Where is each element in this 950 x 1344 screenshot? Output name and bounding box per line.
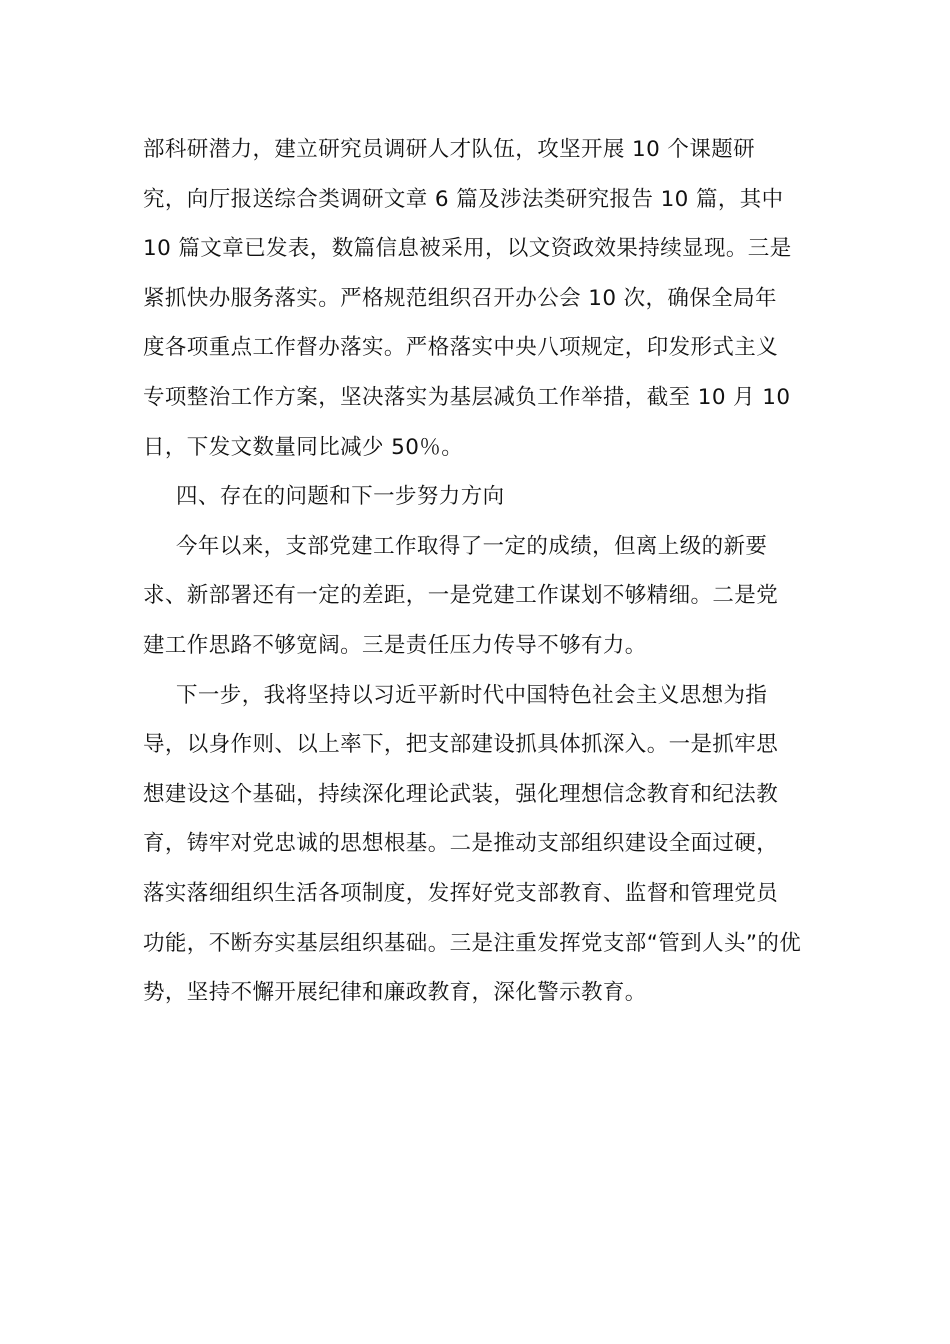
paragraph-line: 求、新部署还有一定的差距，一是党建工作谋划不够精细。二是党 bbox=[143, 583, 779, 609]
paragraph-line: 育，铸牢对党忠诚的思想根基。二是推动支部组织建设全面过硬， bbox=[143, 831, 779, 857]
paragraph-line: 今年以来，支部党建工作取得了一定的成绩，但离上级的新要 bbox=[176, 533, 768, 559]
paragraph-line: 部科研潜力，建立研究员调研人才队伍，攻坚开展 10 个课题研 bbox=[143, 137, 756, 162]
paragraph-line: 建工作思路不够宽阔。三是责任压力传导不够有力。 bbox=[143, 632, 647, 658]
paragraph-line: 势，坚持不懈开展纪律和廉政教育，深化警示教育。 bbox=[143, 980, 647, 1006]
paragraph-line: 想建设这个基础，持续深化理论武装，强化理想信念教育和纪法教 bbox=[143, 781, 779, 807]
paragraph-line: 度各项重点工作督办落实。严格落实中央八项规定，印发形式主义 bbox=[143, 335, 779, 361]
paragraph-line: 日，下发文数量同比减少 50％。 bbox=[143, 434, 464, 460]
paragraph-line: 下一步，我将坚持以习近平新时代中国特色社会主义思想为指 bbox=[176, 682, 768, 708]
paragraph-line: 究，向厅报送综合类调研文章 6 篇及涉法类研究报告 10 篇，其中 bbox=[143, 186, 784, 212]
paragraph-line: 导，以身作则、以上率下，把支部建设抓具体抓深入。一是抓牢思 bbox=[143, 732, 779, 758]
section-heading: 四、存在的问题和下一步努力方向 bbox=[176, 484, 505, 510]
paragraph-line: 专项整治工作方案，坚决落实为基层减负工作举措，截至 10 月 10 bbox=[143, 384, 791, 410]
paragraph-line: 紧抓快办服务落实。严格规范组织召开办公会 10 次，确保全局年 bbox=[143, 285, 777, 311]
document-body bbox=[143, 125, 811, 1018]
paragraph-line: 落实落细组织生活各项制度，发挥好党支部教育、监督和管理党员 bbox=[143, 880, 779, 906]
paragraph-line: 10 篇文章已发表，数篇信息被采用，以文资政效果持续显现。三是 bbox=[143, 236, 792, 262]
paragraph-line: 功能，不断夯实基层组织基础。三是注重发挥党支部“管到人头”的优 bbox=[143, 930, 802, 956]
